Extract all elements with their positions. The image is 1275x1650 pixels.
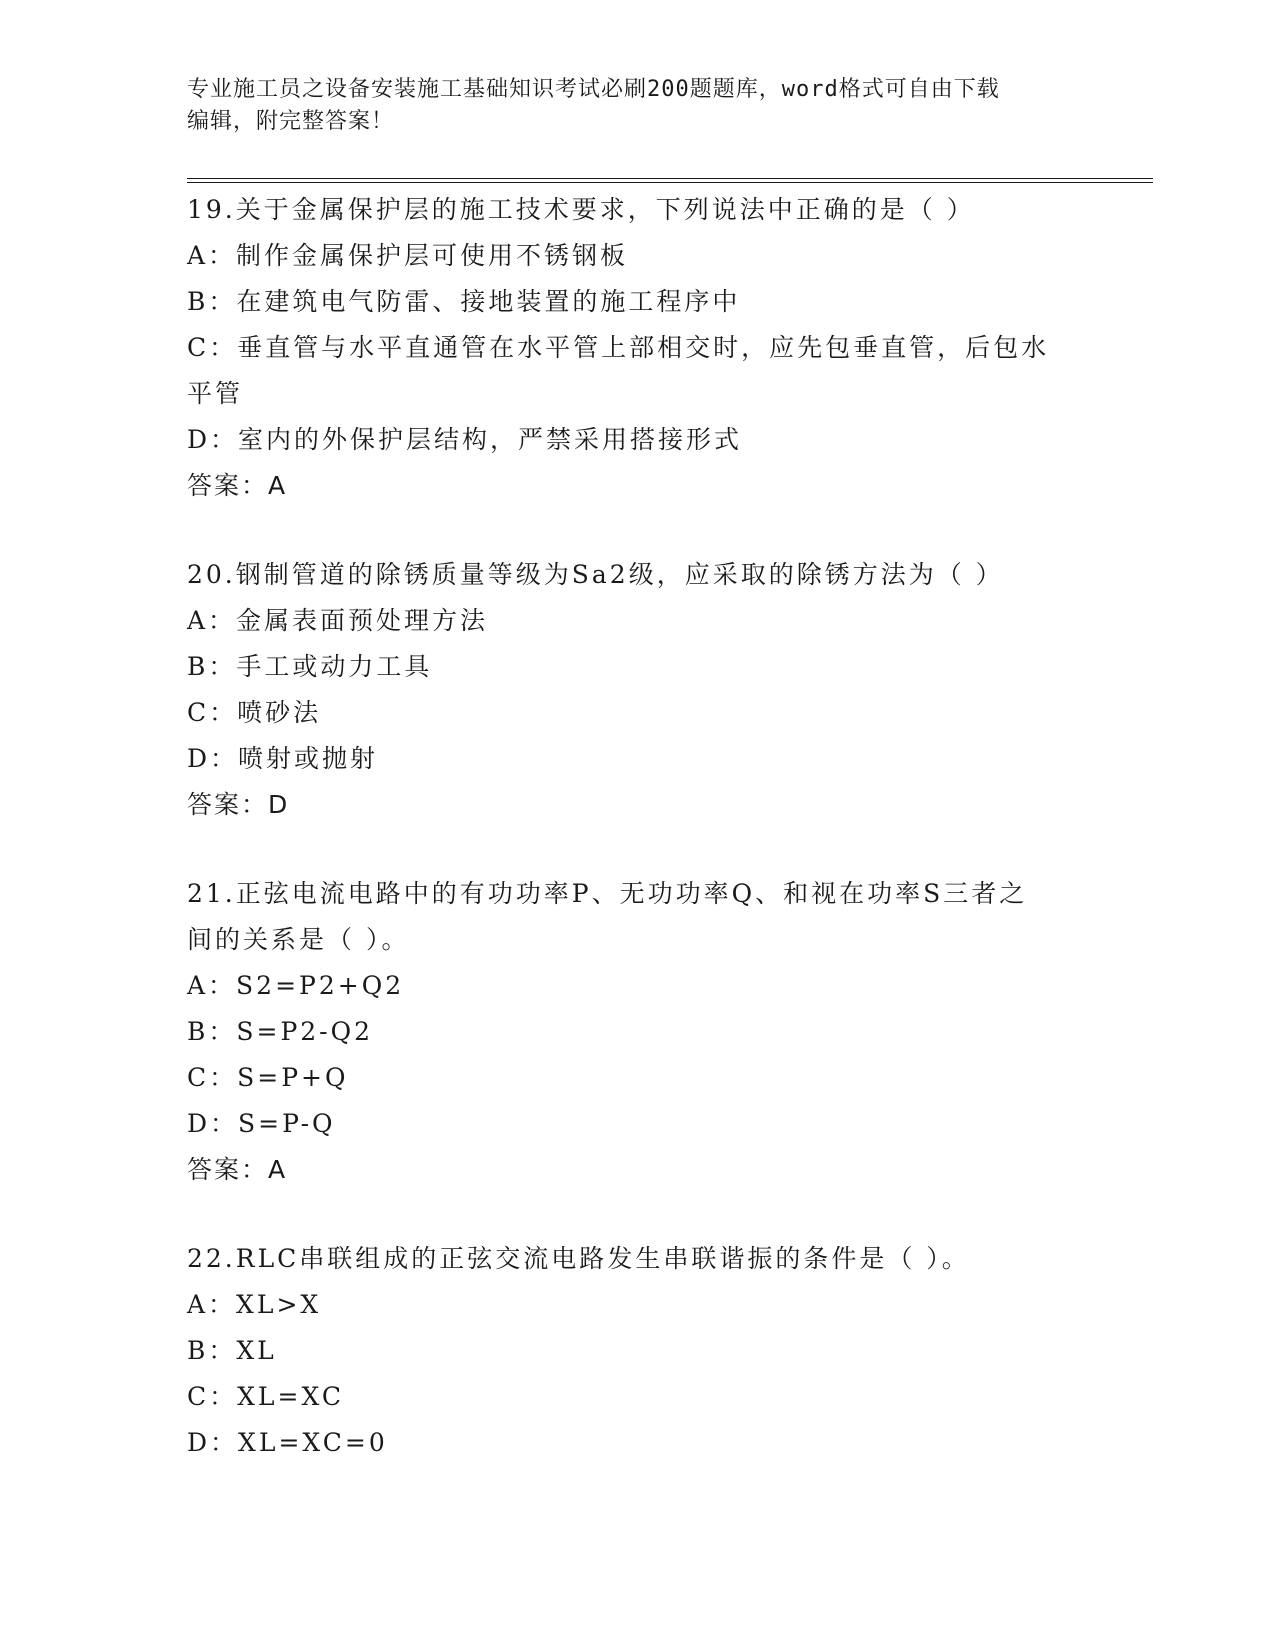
question-19: [187, 187, 1087, 509]
answer: 答案：D: [187, 790, 290, 819]
answer: 答案：A: [187, 471, 288, 500]
question-stem: 19.关于金属保护层的施工技术要求，下列说法中正确的是（ ）: [187, 195, 975, 224]
option-d: D：XL=XC=0: [187, 1428, 388, 1457]
option-c: C：S=P+Q: [187, 1063, 349, 1092]
question-list: [187, 187, 1087, 1509]
option-c: C：XL=XC: [187, 1382, 344, 1411]
option-a: A：S2=P2+Q2: [187, 971, 405, 1000]
option-c-continued: 平管: [187, 379, 244, 408]
question-22: [187, 1236, 1087, 1466]
header-line-2: 编辑，附完整答案！: [187, 109, 395, 134]
option-c: C：垂直管与水平直通管在水平管上部相交时，应先包垂直管，后包水: [187, 333, 1050, 362]
option-b: B：在建筑电气防雷、接地装置的施工程序中: [187, 287, 741, 316]
option-d: D：喷射或抛射: [187, 744, 379, 773]
answer: 答案：A: [187, 1155, 288, 1184]
option-d: D：室内的外保护层结构，严禁采用搭接形式: [187, 425, 743, 454]
option-b: B：XL: [187, 1336, 277, 1365]
header-divider-bottom: [187, 182, 1153, 183]
header-line-1: 专业施工员之设备安装施工基础知识考试必刷200题题库，word格式可自由下载: [187, 77, 1000, 102]
option-b: B：手工或动力工具: [187, 652, 433, 681]
option-a: A：金属表面预处理方法: [187, 606, 489, 635]
document-header: [187, 74, 1067, 138]
option-a: A：XL>X: [187, 1290, 322, 1319]
question-stem: 22.RLC串联组成的正弦交流电路发生串联谐振的条件是（ ）。: [187, 1244, 970, 1273]
option-b: B：S=P2-Q2: [187, 1017, 374, 1046]
question-21: [187, 871, 1087, 1193]
option-d: D：S=P-Q: [187, 1109, 336, 1138]
question-stem-continued: 间的关系是（ ）。: [187, 925, 410, 954]
header-divider-top: [187, 178, 1153, 179]
option-a: A：制作金属保护层可使用不锈钢板: [187, 241, 629, 270]
question-20: [187, 552, 1087, 828]
option-c: C：喷砂法: [187, 698, 322, 727]
question-stem: 20.钢制管道的除锈质量等级为Sa2级，应采取的除锈方法为（ ）: [187, 560, 1004, 589]
question-stem: 21.正弦电流电路中的有功功率P、无功功率Q、和视在功率S三者之: [187, 879, 1028, 908]
